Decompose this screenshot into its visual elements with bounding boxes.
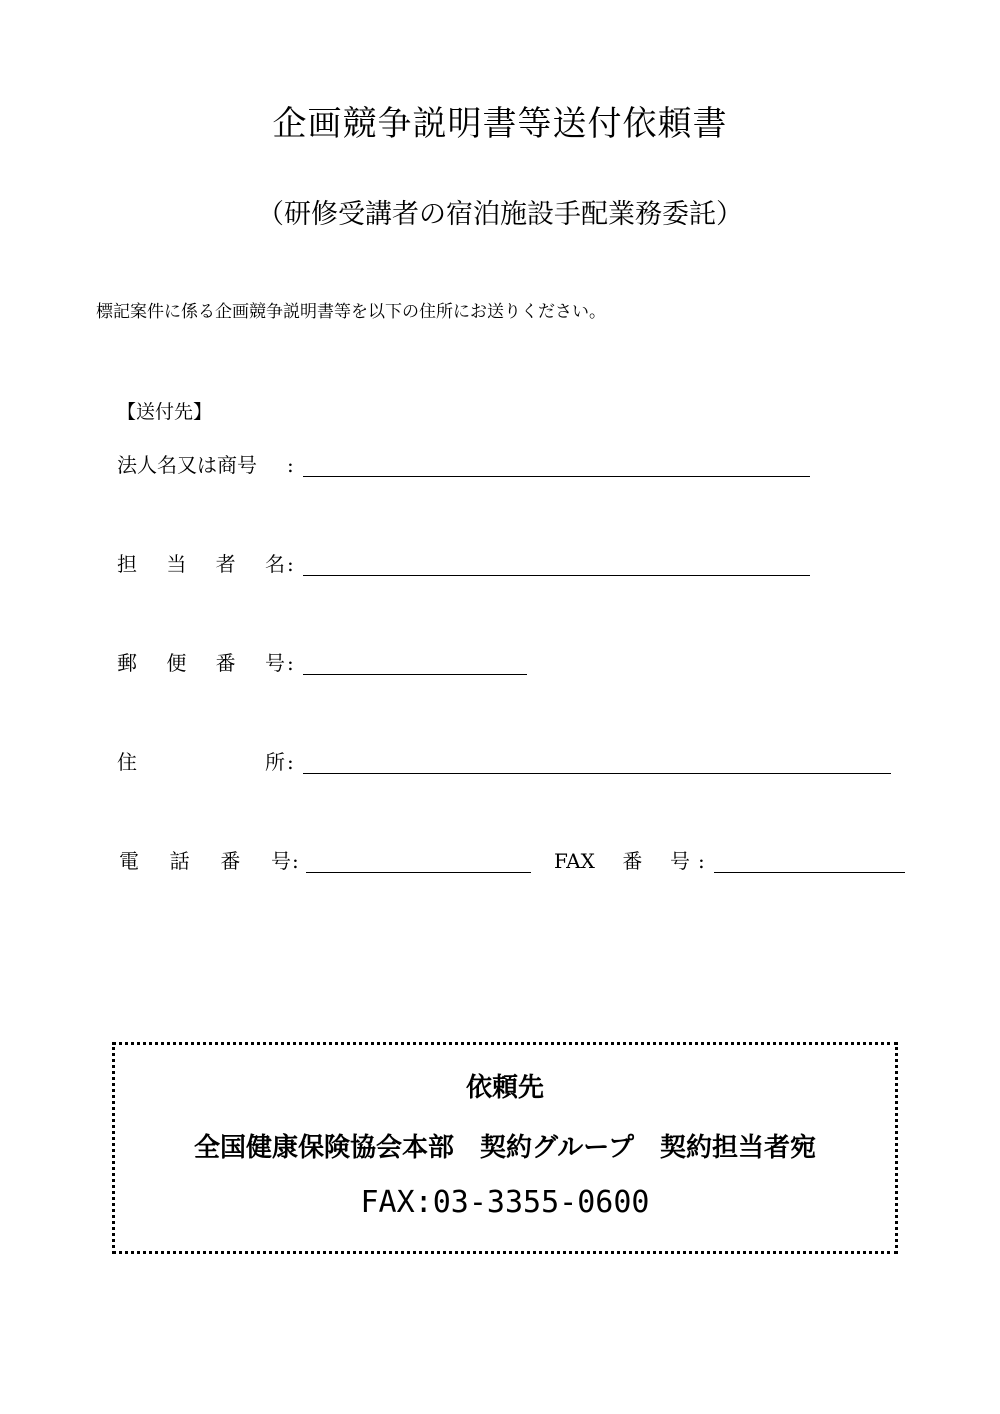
address-field[interactable] bbox=[303, 773, 891, 774]
intro-text: 標記案件に係る企画競争説明書等を以下の住所にお送りください。 bbox=[96, 302, 606, 322]
contact-person-label: 担当者名 bbox=[117, 552, 285, 576]
destination-heading: 【送付先】 bbox=[117, 401, 213, 423]
postal-code-field[interactable] bbox=[303, 674, 527, 675]
fax-field[interactable] bbox=[714, 872, 905, 873]
corporate-name-field[interactable] bbox=[303, 476, 810, 477]
document-title: 企画競争説明書等送付依頼書 bbox=[272, 104, 728, 144]
phone-field[interactable] bbox=[306, 872, 531, 873]
corporate-name-label: 法人名又は商号 bbox=[117, 453, 257, 477]
phone-label: 電話番号 bbox=[119, 849, 291, 873]
postal-code-colon: : bbox=[287, 651, 294, 675]
request-to-box bbox=[112, 1042, 898, 1254]
fax-colon: : bbox=[698, 849, 705, 873]
request-to-title: 依頼先 bbox=[465, 1073, 544, 1103]
contact-person-colon: : bbox=[287, 552, 294, 576]
contact-person-field[interactable] bbox=[303, 575, 810, 576]
document-subtitle: （研修受講者の宿泊施設手配業務委託） bbox=[257, 199, 743, 230]
corporate-name-colon: : bbox=[287, 453, 294, 477]
request-to-fax: FAX:03-3355-0600 bbox=[360, 1185, 650, 1220]
phone-colon: : bbox=[292, 849, 299, 873]
request-to-organization: 全国健康保険協会本部 契約グループ 契約担当者宛 bbox=[194, 1133, 816, 1163]
address-label: 住所 bbox=[117, 750, 285, 774]
postal-code-label: 郵便番号 bbox=[117, 651, 285, 675]
fax-label: FAX番号 bbox=[554, 849, 690, 873]
address-colon: : bbox=[287, 750, 294, 774]
